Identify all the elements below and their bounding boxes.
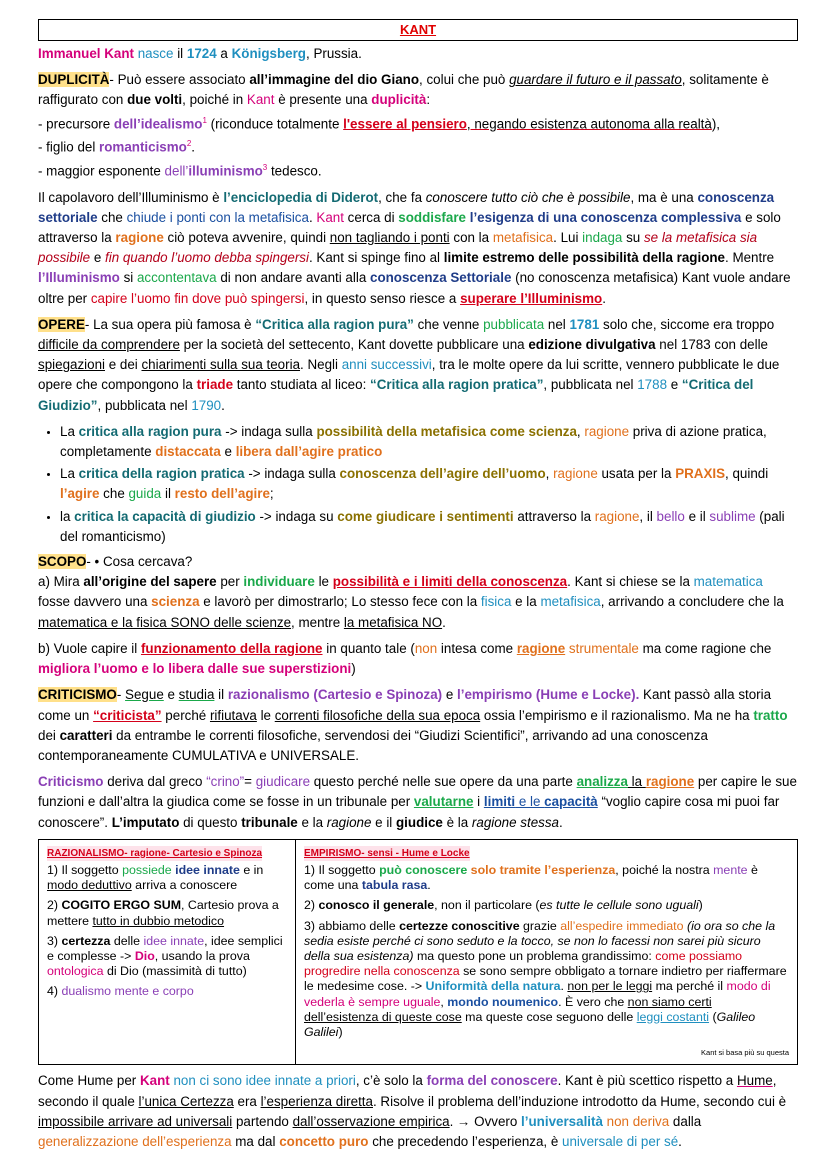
intro-paragraph: Immanuel Kant nasce il 1724 a Königsberg, Prussia. <box>38 46 362 61</box>
duplicita-paragraph: DUPLICITÀ- Può essere associato all’immagine del dio Giano, colui che può guardare il futuro e il passato, solitamente è raffigurato con due volti, poiché in Kant è presente una duplicità: - precursore dell’idealismo$^1$ (riconduce totalmente l'essere al pensiero, negando esistenza autonoma alla realtà), - figlio del romanticismo$^2$. - maggior esponente dell’illuminismo$^3$ tedesco. <box>38 72 769 179</box>
scopo-b-paragraph: b) Vuole capire il funzionamento della ragione in quanto tale (non intesa come ragione strumentale ma come ragione che migliora l’uomo e lo libera dalle sue superstizioni) <box>38 640 772 677</box>
list-item: • la critica la capacità di giudizio -> indaga su come giudicare i sentimenti attraverso la ragione, il bello e il sublime (pali del romanticismo) <box>60 507 798 547</box>
criticismo-paragraph: CRITICISMO- Segue e studia il razionalismo (Cartesio e Spinoza) e l’empirismo (Hume e Locke). Kant passò alla storia come un “criticista” perché rifiutava le correnti filosofiche della sua epoca ossia l’empirismo e il razionalismo. Ma ne ha tratto dei caratteri da entrambe le correnti filosofiche, servendosi dei “Giudizi Scientifici”, arrivando ad una conoscenza contemporaneamente CUMULATIVA e UNIVERSALE. <box>38 687 788 763</box>
list-item: • La critica alla ragion pura -> indaga sulla possibilità della metafisica come scienza, ragione priva di azione pratica, completamente distaccata e libera dall’agire pratico <box>60 422 798 462</box>
margin-note: Kant si basa più su questa <box>701 1048 789 1058</box>
final-paragraph: Come Hume per Kant non ci sono idee innate a priori, c’è solo la forma del conoscere. Kant è più scettico rispetto a Hume, secondo il quale l’unica Certezza era l’esperienza diretta. Risolve il problema dell’induzione introdotto da Hume, secondo cui è impossibile arrivare ad universali partendo dall’osservazione empirica. → Ovvero l’universalità non deriva dalla generalizzazione dell’esperienza ma dal concetto puro che precedendo l’esperienza, è universale di per sé. <box>38 1073 787 1149</box>
capolavoro-paragraph: Il capolavoro dell’Illuminismo è l’enciclopedia di Diderot, che fa conoscere tutto ciò che è possibile, ma è una conoscenza settoriale che chiude i ponti con la metafisica. Kant cerca di soddisfare l’esigenza di una conoscenza complessiva e solo attraverso la ragione ciò poteva avvenire, quindi non tagliando i ponti con la metafisica. Lui indaga su se la metafisica sia possibile e fin quando l’uomo debba spingersi. Kant si spinge fino al limite estremo delle possibilità della ragione. Mentre l’Illuminismo si accontentava di non andare avanti alla conoscenza Settoriale (no conoscenza metafisica) Kant vuole andare oltre per capire l’uomo fin dove può spingersi, in questo senso riesce a superare l’Illuminismo. <box>38 189 791 306</box>
opere-list <box>38 422 798 547</box>
opere-paragraph: OPERE- La sua opera più famosa è “Critica alla ragion pura” che venne pubblicata nel 1781 solo che, siccome era troppo difficile da comprendere per la società del settecento, Kant dovette pubblicare una edizione divulgativa nel 1783 con delle spiegazioni e dei chiarimenti sulla sua teoria. Negli anni successivi, tra le molte opere da lui scritte, vennero pubblicate le due opere che compongono la triade tanto studiata al liceo: “Critica alla ragion pratica”, pubblicata nel 1788 e “Critica del Giudizio”, pubblicata nel 1790. <box>38 316 780 413</box>
scopo-paragraph: SCOPO- • Cosa cercava? a) Mira all’origine del sapere per individuare le possibilità e i limiti della conoscenza. Kant si chiese se la matematica fosse davvero una scienza e lavorò per dimostrarlo; Lo stesso fece con la fisica e la metafisica, arrivando a concludere che la matematica e la fisica SONO delle scienze, mentre la metafisica NO. <box>38 554 784 630</box>
empirismo-cell: EMPIRISMO- sensi - Hume e Locke 1) Il soggetto può conoscere solo tramite l’esperienza, poiché la nostra mente è come una tabula rasa. 2) conosco il generale, non il particolare (es tutte le cellule sono uguali) 3) abbiamo delle certezze conoscitive grazie all’espedire immediato (io ora so che la sedia esiste perché ci sono seduto e la tocco, se non lo facessi non sarei più sicuro della sua esistenza) ma questo pone un problema grandissimo: come possiamo progredire nella conoscenza se sono sempre obbligato a tornare indietro per riaffermare le medesime cose. -> Uniformità della natura. non per le leggi ma perché il modo di vederla è sempre uguale, mondo noumenico. È vero che non siamo certi dell’esistenza di queste cose ma queste cose seguono delle leggi costanti (Galileo Galilei) Kant si basa più su questa <box>296 839 798 1065</box>
razionalismo-heading: RAZIONALISMO- ragione- Cartesio e Spinoza <box>47 846 262 861</box>
comparison-table <box>38 839 798 1066</box>
razionalismo-cell: RAZIONALISMO- ragione- Cartesio e Spinoza 1) Il soggetto possiede idee innate e in modo deduttivo arriva a conoscere 2) COGITO ERGO SUM, Cartesio prova a mettere tutto in dubbio metodico 3) certezza delle idee innate, idee semplici e complesse -> Dio, usando la prova ontologica di Dio (massimità di tutto) 4) dualismo mente e corpo <box>39 839 296 1065</box>
crino-paragraph: Criticismo deriva dal greco “crino”= giudicare questo perché nelle sue opere da una parte analizza la ragione per capire le sue funzioni e dall’altra la giudica come se fosse in un tribunale per valutarne i limiti e le capacità “voglio capire cosa mi puoi far conoscere”. L’imputato di questo tribunale e la ragione e il giudice è la ragione stessa. <box>38 774 797 830</box>
document-page <box>38 19 798 1158</box>
empirismo-heading: EMPIRISMO- sensi - Hume e Locke <box>304 846 470 861</box>
list-item: • La critica della ragion pratica -> indaga sulla conoscenza dell’agire dell’uomo, ragione usata per la PRAXIS, quindi l’agire che guida il resto dell’agire; <box>60 464 798 504</box>
page-title: KANT <box>38 19 798 41</box>
